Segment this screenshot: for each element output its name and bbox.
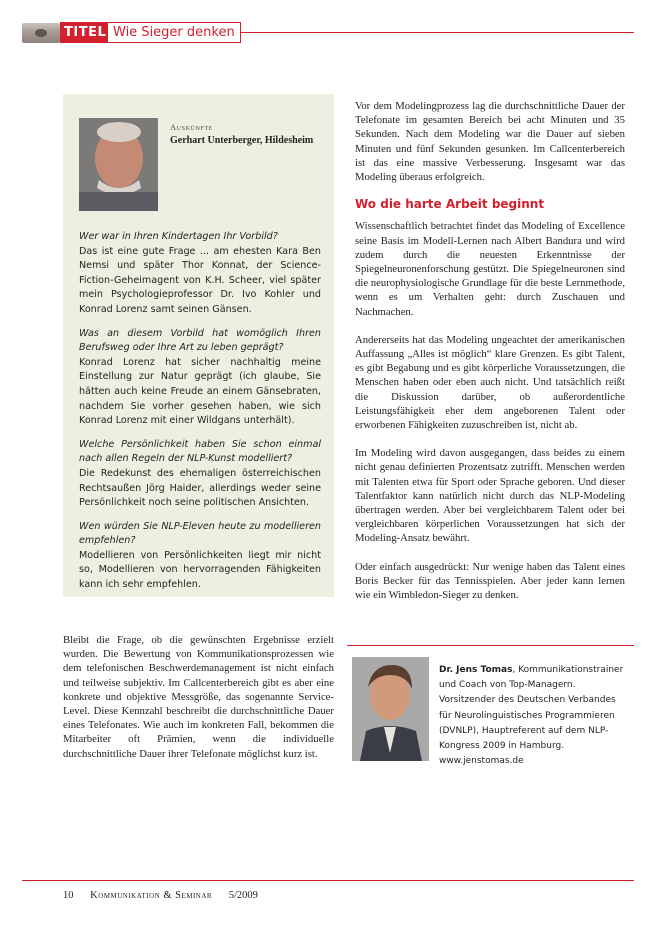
question: Was an diesem Vorbild hat womöglich Ihren Berufsweg oder Ihre Art zu leben geprägt?	[79, 327, 321, 354]
qa-item	[79, 438, 321, 511]
section-heading: Wo die harte Arbeit beginnt	[355, 197, 545, 212]
bio-rule	[347, 645, 634, 646]
answer: Konrad Lorenz hat sicher nachhaltig meine Einstellung zur Natur geprägt (ich glaube, Sie hätten auch keine Freude an einem Gänsebraten, nachdem Sie vorher gesehen haben, wie sich Konrad Lorenz mit einer Wildgans unterhält).	[79, 356, 321, 427]
question: Welche Persönlichkeit haben Sie schon einmal nach allen Regeln der NLP-Kunst modelliert?	[79, 438, 321, 465]
page-number: 10	[63, 890, 74, 901]
magazine-name: Kommunikation & Seminar	[90, 890, 213, 901]
qa-item	[79, 230, 321, 318]
article-paragraph: Andererseits hat das Modeling ungeachtet der amerikanischen Auffassung „Alles ist möglich“ klare Grenzen. Es gibt Talent, es gibt Begabung und es gibt körperliche Voraussetzungen, die Menschen haben oder eben auch nicht. Und tatsächlich reißt die Diskussion darüber, ob außerordentliche Leistungsfähigkeit eher dem angeborenen Talent oder erworbenen Fähigkeiten zuzuschreiben ist, nicht ab.	[355, 333, 625, 432]
qa-item	[79, 327, 321, 429]
author-description: , Kommunikationstrainer und Coach von Top-Managern. Vorsitzender des Deutschen Verbandes für Neurolinguistisches Programmieren (DVNLP), Hauptreferent auf dem NLP-Kongress 2009 in Hamburg. www.jenstomas.de	[439, 665, 624, 767]
portrait-illustration	[79, 118, 158, 211]
article-right-column	[355, 99, 625, 616]
article-left-column	[63, 633, 334, 761]
article-paragraph: Bleibt die Frage, ob die gewünschten Ergebnisse erzielt wurden. Die Bewertung von Kommunikationsprozessen wie dem telefonischen Beschwerdemanagement ist nicht einfach und teilweise subjektiv. Im Callcenterbereich gibt es aber eine konkrete und objektive Messgröße, das sogenannte Service-Level. Diese Kennzahl beschreibt die durchschnittliche Dauer eines Telefonates. Wie auch im konkreten Fall, bekommen die Mitarbeiter oft Prämien, wenn die individuelle durchschnittliche Dauer ihrer Telefonate möglichst kurz ist.	[63, 634, 334, 760]
portrait-photo-tomas	[352, 657, 429, 761]
article-paragraph: Oder einfach ausgedrückt: Nur wenige haben das Talent eines Boris Becker für das Tennisspielen. Aber jeder kann lernen wie ein Wimbledon-Sieger zu denken.	[355, 560, 625, 602]
interview-label: Auskünfte	[170, 122, 213, 132]
article-paragraph: Vor dem Modelingprozess lag die durchschnittliche Dauer der Telefonate im gesamten Bereich bei acht Minuten und 35 Sekunden. Nach dem Modeling war die Dauer auf sieben Minuten und fünf Sekunden gesunken. Im Callcenterbereich ist das eine massive Verbesserung. Insgesamt war das Modeling überaus erfolgreich.	[355, 100, 625, 184]
interviewee-name: Gerhart Unterberger, Hildesheim	[170, 135, 314, 146]
answer: Modellieren von Persönlichkeiten liegt mir nicht so, Modellieren von hervorragenden Fähigkeiten kann ich sehr empfehlen.	[79, 549, 321, 591]
answer: Die Redekunst des ehemaligen österreichischen Rechtsaußen Jörg Haider, allerdings weder seine Persönlichkeit noch seine politischen Ansichten.	[79, 467, 321, 509]
footer	[63, 890, 272, 901]
topic-label: Wie Sieger denken	[107, 22, 241, 43]
question: Wen würden Sie NLP-Eleven heute zu modellieren empfehlen?	[79, 520, 321, 547]
article-paragraph: Im Modeling wird davon ausgegangen, dass beides zu einem nicht genau definierten Prozentsatz zutrifft. Menschen werden mit Talenten etwa für Sport oder Sprache geboren. Und dieser Talentfaktor kann natürlich nicht durch das NLP-Modeling übertragen werden. Aber bei vergleichbarem Talent oder bei vergleichbaren körperlichen Voraussetzungen hat sich der Modeling-Ansatz bewährt.	[355, 447, 625, 545]
answer: Das ist eine gute Frage ... am ehesten Kara Ben Nemsi und später Thor Konnat, der Science-Fiction-Geheimagent von K.H. Scheer, viel später mein Psychologieprofessor Dr. Ivo Kohler und Konrad Lorenz samt seinen Gänsen.	[79, 245, 321, 315]
author-name: Dr. Jens Tomas	[439, 665, 513, 675]
article-paragraph: Wissenschaftlich betrachtet findet das Modeling of Excellence seine Basis im Modell-Lernen nach Albert Bandura und wird zudem durch die neuesten Erkenntnisse der Spiegelneuronenforschung gestützt. Die Spiegelneuronen sind die neurophysiologische Grundlage für die beste Lernmethode, wenn es um Verhalten geht: durch Zuschauen und Nachmachen.	[355, 220, 625, 318]
qa-item	[79, 520, 321, 593]
interview-text	[79, 230, 321, 602]
question: Wer war in Ihren Kindertagen Ihr Vorbild?	[79, 231, 278, 242]
header-eye-image	[22, 23, 60, 43]
section-label: TITEL	[60, 22, 110, 43]
issue-number: 5/2009	[228, 890, 258, 901]
author-bio	[439, 663, 629, 769]
footer-rule	[22, 880, 634, 881]
portrait-illustration	[352, 657, 429, 761]
portrait-photo-unterberger	[79, 118, 158, 211]
